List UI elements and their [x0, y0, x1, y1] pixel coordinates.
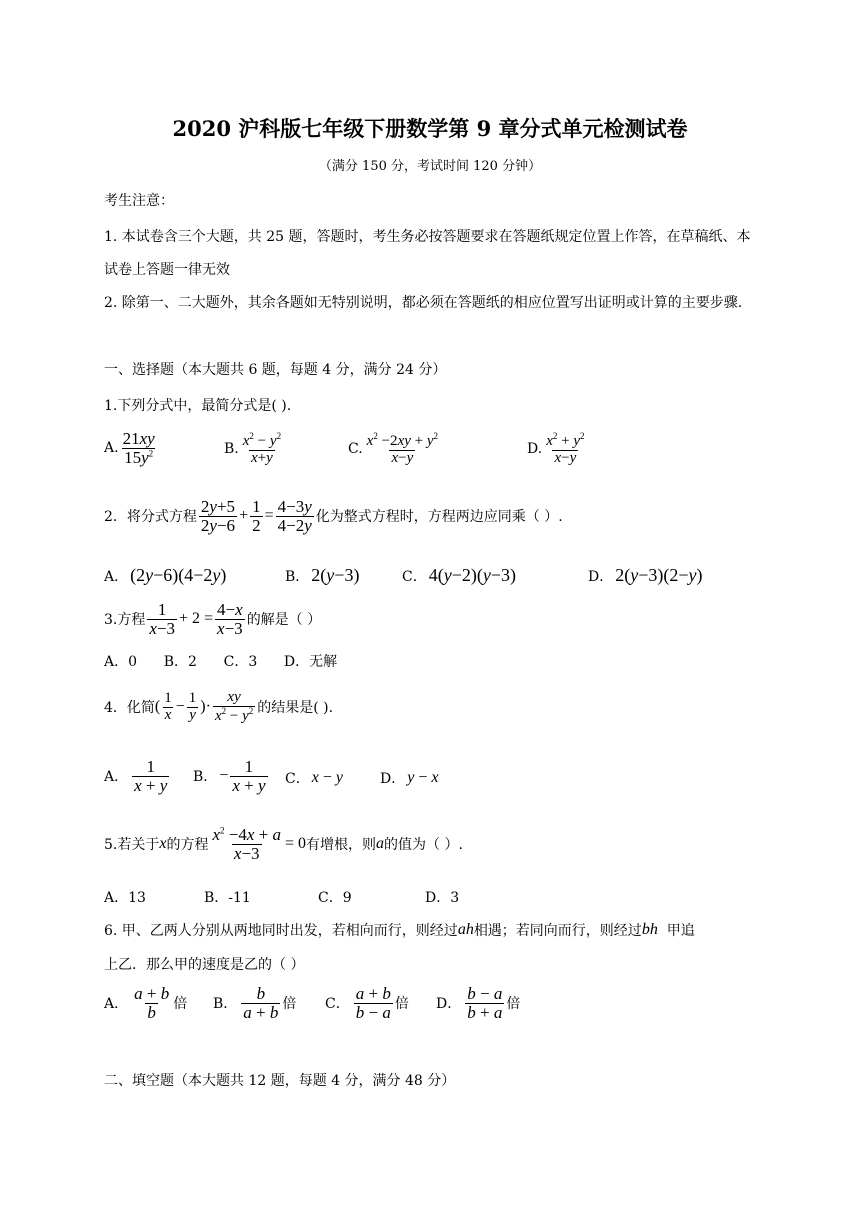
q4-option-d-formula: y − x [407, 769, 439, 786]
q5-option-d: D．3 [425, 890, 460, 906]
q4-stem-post: 的结果是( ). [257, 700, 334, 717]
q1-option-d-formula: $\frac{x^2 + y^2}{x-y}$ [546, 431, 585, 466]
q5-stem-mid2: 有增根，则 [306, 837, 377, 854]
q4-option-a-formula: $\frac{1}{x + y}$ [134, 757, 168, 795]
notice-heading: 考生注意： [104, 193, 174, 209]
q6-option-b-formula: $\frac{b}{a + b}$ [243, 984, 279, 1022]
q1-option-d-label: D. [527, 441, 543, 458]
q3-frac-1: $\frac{1}{x-3}$ [149, 600, 175, 638]
q5-stem: 5.若关于 x 的方程 $\frac{x^2 -4x + a}{x-3}$ = 0 有增根，则 a 的值为（ ）. [104, 825, 463, 863]
q3-stem: 3.方程 $\frac{1}{x-3}$ + 2 = $\frac{4-x}{x-3}$ 的解是（ ） [104, 600, 322, 638]
q6-option-c-label: C． [325, 996, 350, 1013]
q4-stem: 4．化简 ( $\frac{1}{x}$ − $\frac{1}{y}$ )· $\frac{xy}{x^2 - y^2}$ 的结果是( ). [104, 689, 334, 724]
q6-option-b [213, 985, 296, 1022]
q5-stem-pre: 5.若关于 [104, 837, 160, 854]
notice-item-2: 2. 除第一、二大题外，其余各题如无特别说明，都必须在答题纸的相应位置写出证明或计算的主要步骤. [104, 295, 743, 311]
q5-stem-mid1: 的方程 [166, 837, 209, 854]
section1-heading: 一、选择题（本大题共 6 题，每题 4 分，满分 24 分） [104, 362, 447, 378]
page-subtitle: （满分 150 分，考试时间 120 分钟） [318, 159, 542, 174]
q4-frac-3: $\frac{xy}{x^2 - y^2}$ [214, 689, 254, 724]
q6-option-c-formula: $\frac{a + b}{b - a}$ [355, 984, 391, 1022]
q2-stem: 2．将分式方程 $\frac{2y+5}{2y-6}$ + $\frac{1}{2}$ = $\frac{4-3y}{4-2y}$ 化为整式方程时，方程两边应同乘（ ）. [104, 497, 563, 535]
q6-option-c-unit: 倍 [394, 996, 409, 1013]
q5-option-b: B．-11 [204, 890, 251, 906]
q3-stem-post: 的解是（ ） [246, 612, 322, 629]
q1-option-c-label: C. [348, 441, 363, 458]
q5-frac: $\frac{x^2 -4x + a}{x-3}$ [212, 825, 281, 863]
q5-option-c: C．9 [318, 890, 352, 906]
q6-line-2: 上乙．那么甲的速度是乙的（ ） [104, 957, 305, 973]
q2-frac-2: $\frac{1}{2}$ [252, 497, 261, 535]
q6-option-d-unit: 倍 [506, 996, 521, 1013]
q1-option-a-formula: $\frac{21xy}{15y^2}$ [122, 429, 155, 467]
q5-option-a: A．13 [104, 890, 146, 906]
q6-option-c [325, 985, 409, 1022]
q6-line-1-mid: 相遇；若同向而行，则经过 [473, 923, 642, 939]
q1-option-a [104, 430, 159, 467]
q6-option-b-unit: 倍 [282, 996, 297, 1013]
q4-option-c-formula: x − y [311, 769, 343, 786]
q2-option-b-label: B． [285, 568, 310, 585]
q6-option-a-formula: $\frac{a + b}{b}$ [134, 984, 170, 1022]
q4-option-c-label: C． [285, 771, 310, 787]
q2-stem-pre: 2．将分式方程 [104, 509, 197, 526]
q4-stem-pre: 4．化简 [104, 700, 155, 717]
q4-option-c [285, 768, 343, 788]
q4-option-d-label: D． [380, 771, 406, 787]
q2-frac-3: $\frac{4-3y}{4-2y}$ [277, 497, 312, 535]
q4-frac-2: $\frac{1}{y}$ [188, 690, 197, 723]
q6-line-1-post: 甲追 [666, 923, 695, 939]
q6-line-1-pre: 6. 甲、乙两人分别从两地同时出发，若相向而行，则经过 [104, 923, 458, 939]
q1-option-b [224, 432, 285, 467]
q1-option-b-formula: $\frac{x^2 - y^2}{x+y}$ [242, 431, 282, 466]
q2-stem-post: 化为整式方程时，方程两边应同乘（ ）. [315, 509, 563, 526]
q6-option-d [436, 985, 520, 1022]
q4-option-d [380, 768, 438, 788]
q6-option-d-formula: $\frac{b - a}{b + a}$ [467, 984, 503, 1022]
q6-option-a-unit: 倍 [173, 996, 188, 1013]
q2-option-d [588, 565, 703, 586]
q4-option-b-label: B． [193, 769, 218, 786]
q1-option-c-formula: $\frac{x^2 -2xy + y^2}{x-y}$ [366, 431, 439, 466]
q1-option-c [348, 432, 442, 467]
page-title: 2020 沪科版七年级下册数学第 9 章分式单元检测试卷 [172, 116, 688, 141]
q6-option-b-label: B． [213, 996, 238, 1013]
q3-frac-2: $\frac{4-x}{x-3}$ [217, 600, 243, 638]
q3-stem-pre: 3.方程 [104, 612, 146, 629]
q5-stem-post: 的值为（ ）. [384, 837, 463, 854]
q4-option-a-label: A． [104, 769, 129, 786]
q3-options: A．0 B．2 C．3 D．无解 [104, 654, 338, 670]
q2-option-b-formula: 2(y−3) [311, 565, 360, 585]
notice-item-1: 1. 本试卷含三个大题，共 25 题，答题时，考生务必按答题要求在答题纸规定位置上作答，在草稿纸、本试卷上答题一律无效 [104, 229, 751, 278]
q1-option-a-label: A. [104, 440, 119, 457]
q4-option-b-formula: $\frac{1}{x + y}$ [232, 757, 266, 795]
q6-option-a [104, 985, 187, 1022]
q2-option-a-label: A． [104, 568, 129, 585]
q2-option-a-formula: (2y−6)(4−2y) [130, 565, 227, 585]
q6-option-d-label: D． [436, 996, 462, 1013]
q2-option-b [285, 565, 359, 586]
q6-option-a-label: A． [104, 996, 129, 1013]
q2-option-c [402, 565, 516, 586]
q2-option-d-label: D． [588, 568, 614, 585]
q6-line-1: 6. 甲、乙两人分别从两地同时出发，若相向而行，则经过 ah 相遇；若同向而行，则经过 bh 甲追 [104, 921, 695, 939]
q2-option-d-formula: 2(y−3)(2−y) [615, 565, 703, 585]
q4-option-b: B． − $\frac{1}{x + y}$ [193, 757, 266, 795]
q2-option-c-formula: 4(y−2)(y−3) [428, 565, 517, 585]
q2-option-c-label: C． [402, 568, 427, 585]
q4-option-a [104, 758, 171, 795]
q1-option-b-label: B. [224, 441, 239, 458]
q2-option-a [104, 565, 226, 586]
q4-frac-1: $\frac{1}{x}$ [164, 690, 172, 723]
q1-option-d [527, 432, 589, 467]
q2-frac-1: $\frac{2y+5}{2y-6}$ [200, 497, 236, 535]
section2-heading: 二、填空题（本大题共 12 题，每题 4 分，满分 48 分） [104, 1073, 456, 1089]
q1-stem: 1.下列分式中，最简分式是( ). [104, 398, 292, 414]
